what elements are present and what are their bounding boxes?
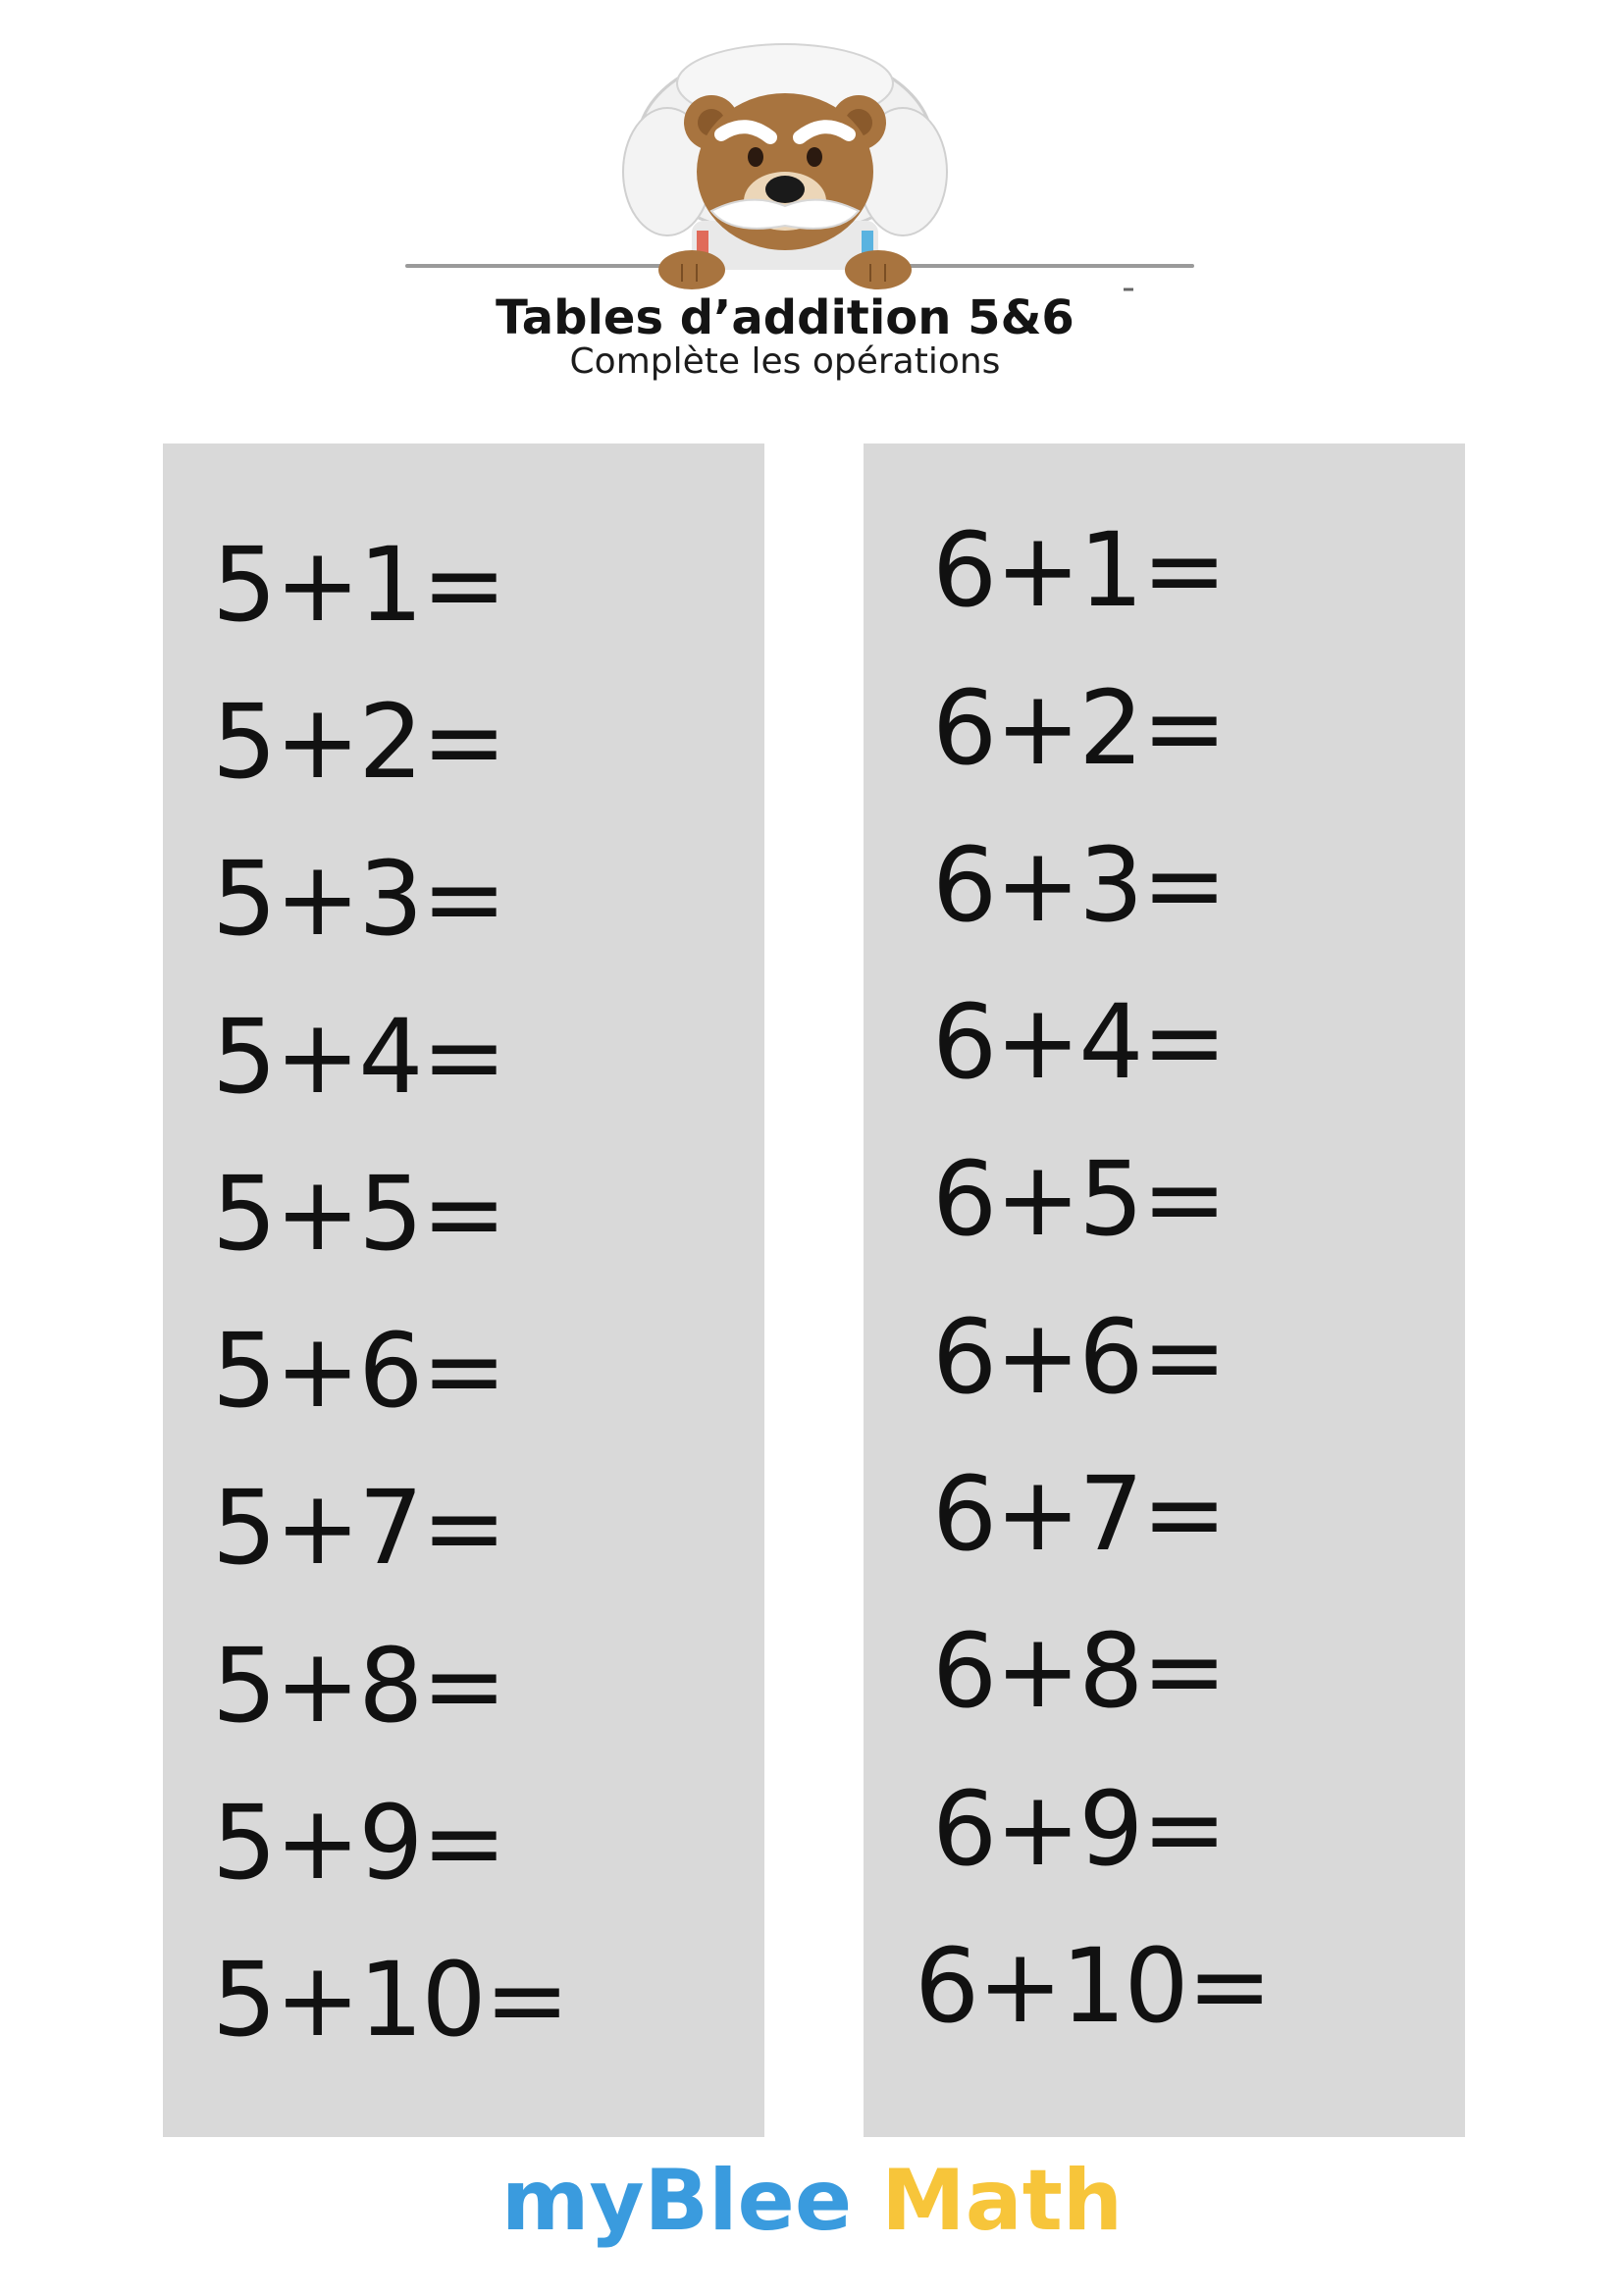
equation-6-3: 6+3=: [932, 825, 1226, 945]
equation-5-7: 5+7=: [212, 1468, 505, 1588]
equation-6-9: 6+9=: [932, 1769, 1226, 1889]
equation-5-6: 5+6=: [212, 1311, 505, 1431]
addition-table-6-panel: [864, 444, 1465, 2137]
equation-6-10: 6+10=: [915, 1926, 1271, 2046]
equation-5-4: 5+4=: [212, 997, 505, 1117]
page-title: Tables d’addition 5&6: [496, 290, 1074, 345]
addition-table-5-panel: [163, 444, 764, 2137]
page-subtitle: Complète les opérations: [569, 341, 1001, 382]
equation-5-2: 5+2=: [212, 682, 505, 802]
brand-logo: [0, 2152, 1624, 2250]
einstein-bear-mascot-icon: [397, 25, 1212, 299]
equation-5-9: 5+9=: [212, 1783, 505, 1903]
equation-5-3: 5+3=: [212, 839, 505, 959]
equation-5-8: 5+8=: [212, 1626, 505, 1746]
equation-6-6: 6+6=: [932, 1297, 1226, 1417]
equation-6-7: 6+7=: [932, 1454, 1226, 1574]
equation-6-8: 6+8=: [932, 1611, 1226, 1731]
equation-6-1: 6+1=: [932, 510, 1226, 630]
equation-5-5: 5+5=: [212, 1154, 505, 1274]
brand-logo-math: Math: [881, 2152, 1124, 2250]
equation-5-1: 5+1=: [212, 525, 505, 645]
equation-5-10: 5+10=: [212, 1940, 568, 2060]
brand-logo-myblee: myBlee: [500, 2152, 853, 2250]
equation-6-5: 6+5=: [932, 1139, 1226, 1259]
equation-6-4: 6+4=: [932, 982, 1226, 1102]
equation-6-2: 6+2=: [932, 668, 1226, 788]
